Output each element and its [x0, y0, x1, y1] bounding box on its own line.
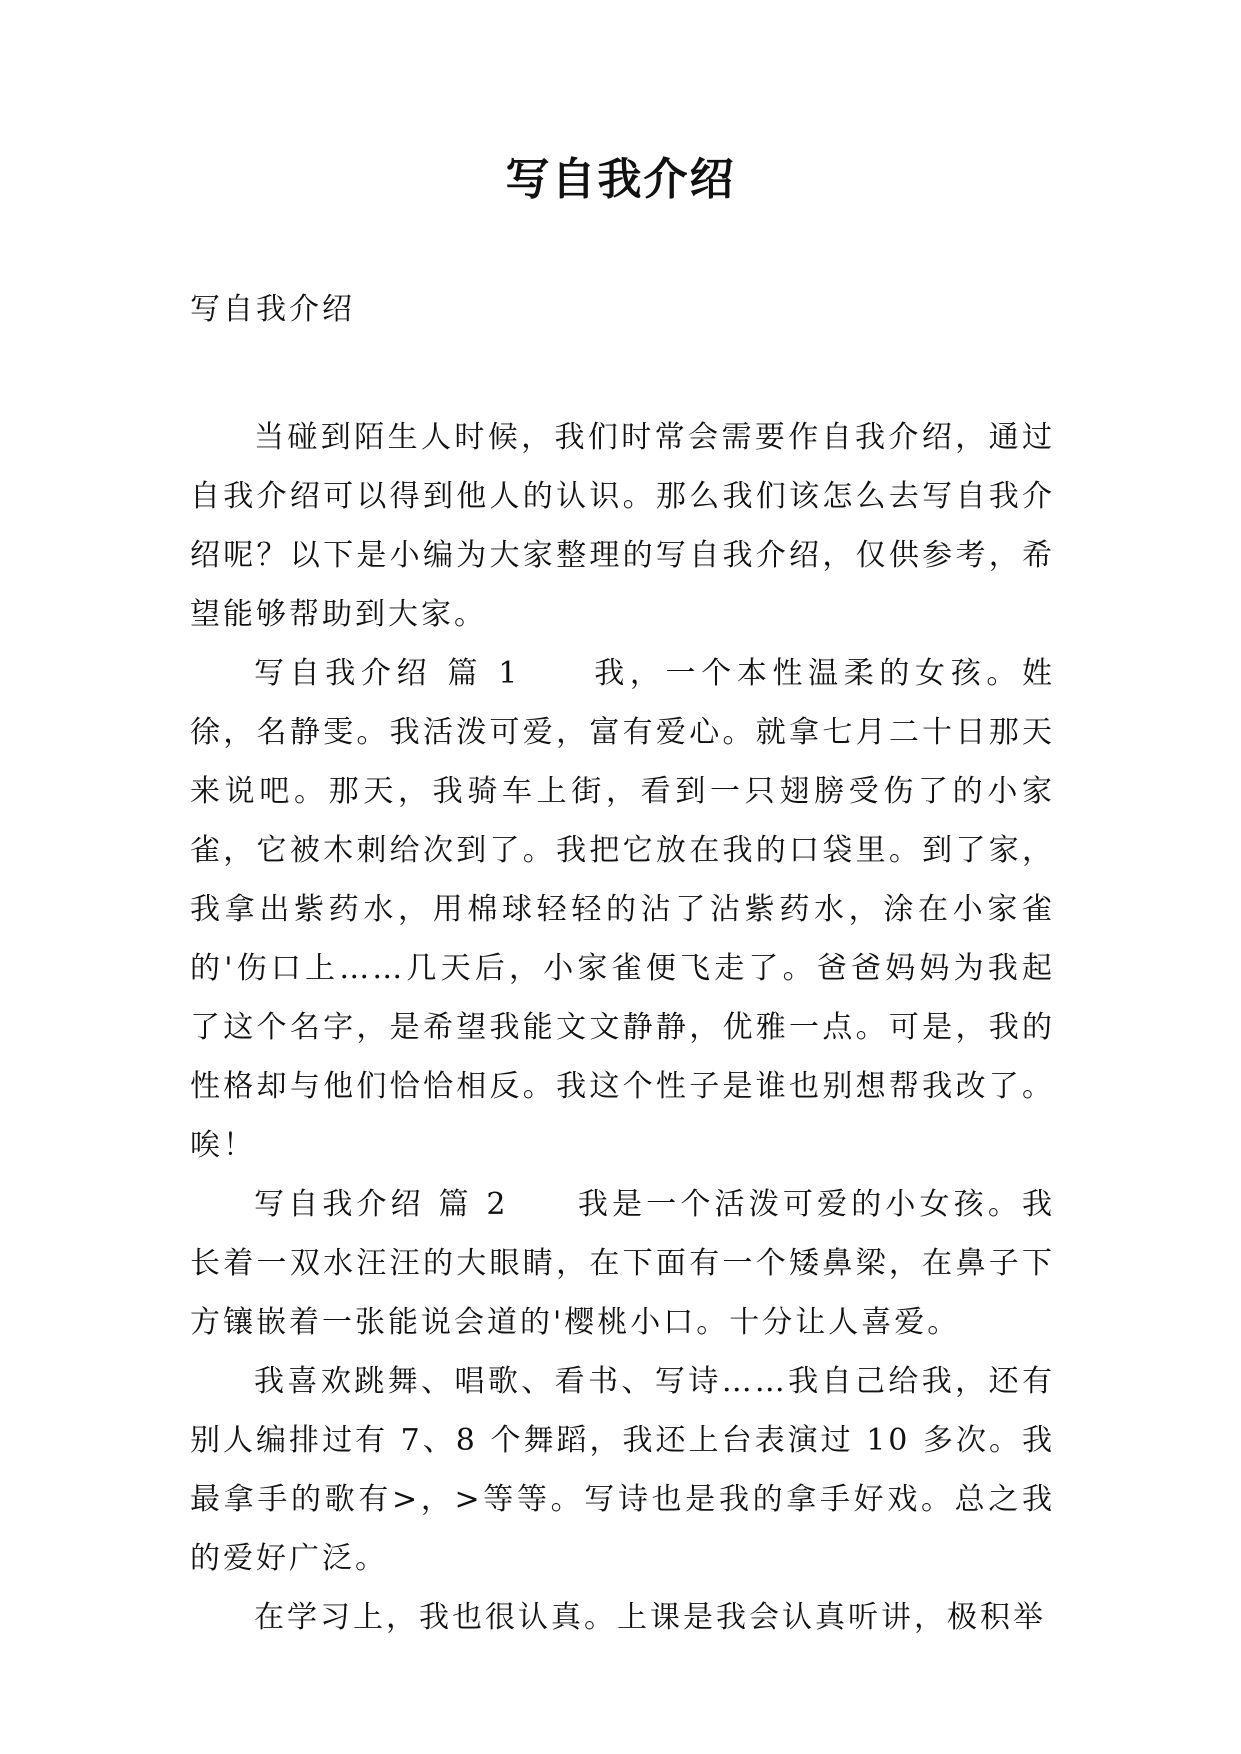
- document-subtitle: 写自我介绍: [190, 292, 355, 327]
- paragraph-essay-2: 写自我介绍 篇 2 我是一个活泼可爱的小女孩。我长着一双水汪汪的大眼睛，在下面有一个矮鼻梁，在鼻子下方镶嵌着一张能说会道的'樱桃小口。十分让人喜爱。: [190, 1187, 1055, 1340]
- paragraph-hobbies: 我喜欢跳舞、唱歌、看书、写诗……我自己给我，还有别人编排过有 7、8 个舞蹈，我还上台表演过 10 多次。我最拿手的歌有>，>等等。写诗也是我的拿手好戏。总之我的爱好广泛。: [190, 1364, 1055, 1576]
- paragraph-intro: 当碰到陌生人时候，我们时常会需要作自我介绍，通过自我介绍可以得到他人的认识。那么我们该怎么去写自我介绍呢？以下是小编为大家整理的写自我介绍，仅供参考，希望能够帮助到大家。: [190, 420, 1055, 632]
- document-title: 写自我介绍: [505, 154, 736, 205]
- document-body: [190, 408, 1055, 1647]
- paragraph-study: 在学习上，我也很认真。上课是我会认真听讲，极积举: [254, 1600, 1046, 1635]
- paragraph-essay-1: 写自我介绍 篇 1 我，一个本性温柔的女孩。姓徐，名静雯。我活泼可爱，富有爱心。就拿七月二十日那天来说吧。那天，我骑车上街，看到一只翅膀受伤了的小家雀，它被木刺给次到了。我把它放在我的口袋里。到了家，我拿出紫药水，用棉球轻轻的沾了沾紫药水，涂在小家雀的'伤口上……几天后，小家雀便飞走了。爸爸妈妈为我起了这个名字，是希望我能文文静静，优雅一点。可是，我的性格却与他们恰恰相反。我这个性子是谁也别想帮我改了。唉！: [190, 656, 1055, 1163]
